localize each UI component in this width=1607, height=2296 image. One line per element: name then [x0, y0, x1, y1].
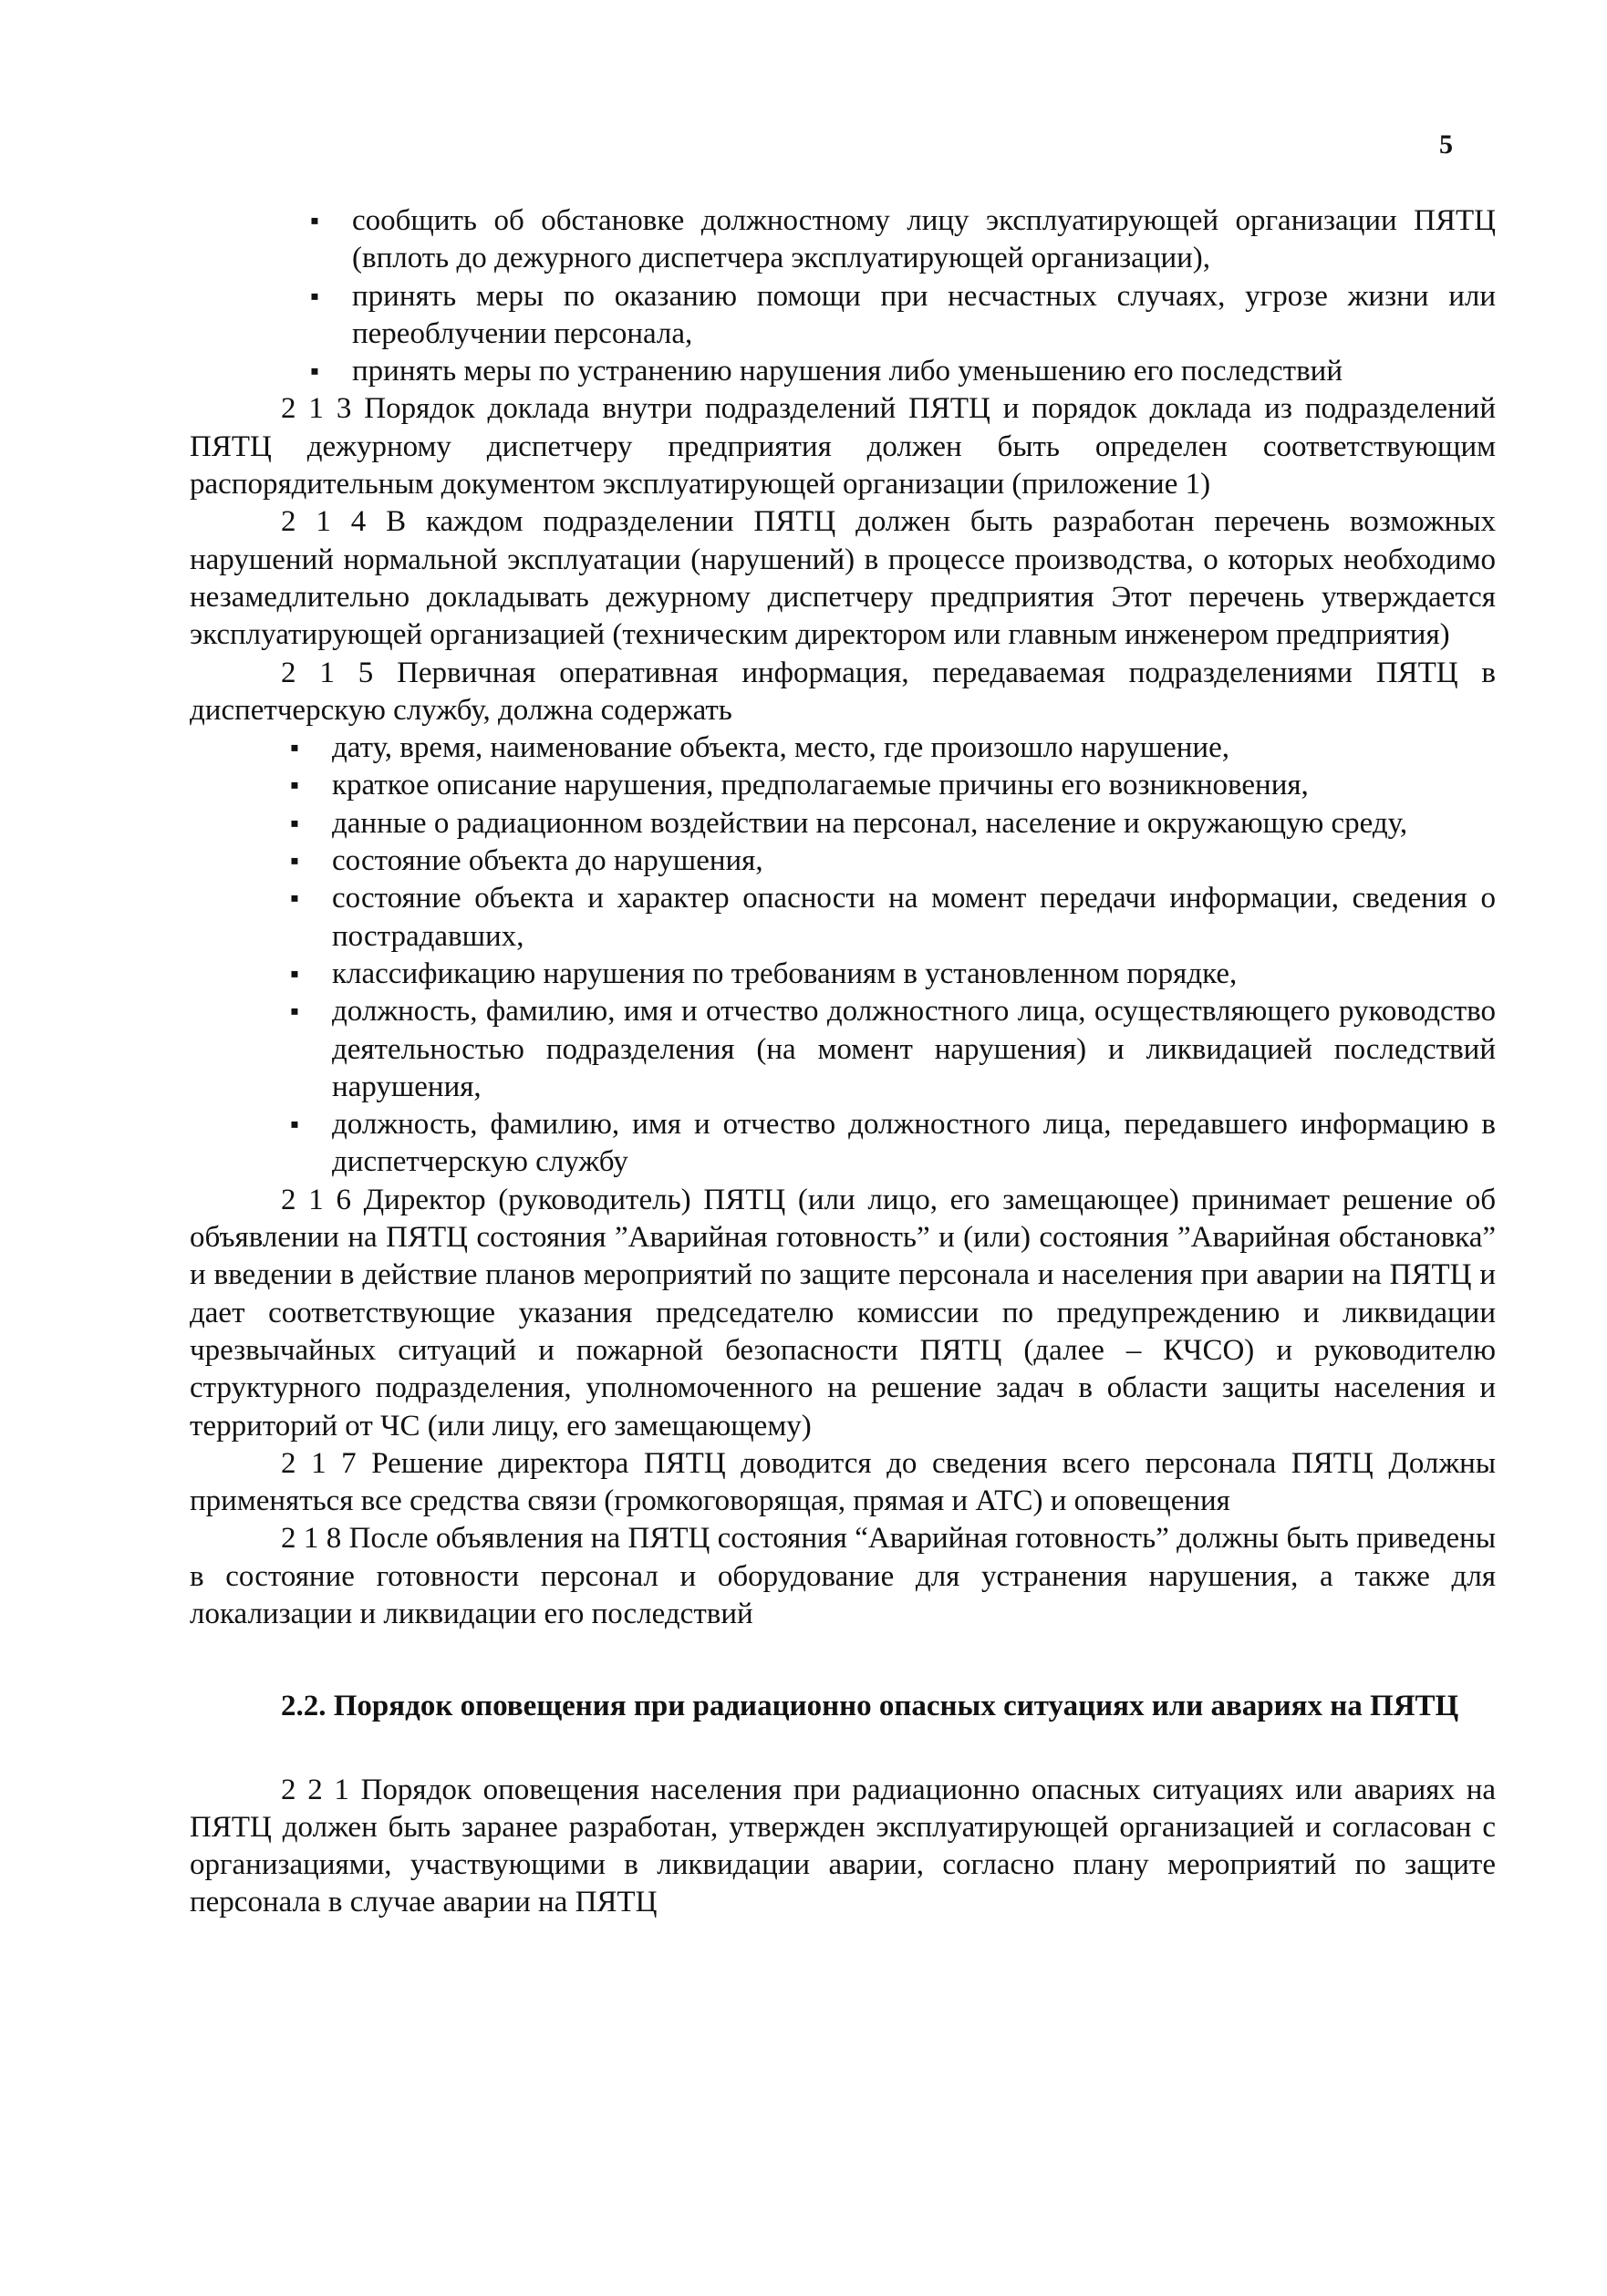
paragraph-2-1-3: 2 1 3 Порядок доклада внутри подразделений ПЯТЦ и порядок доклада из подразделений ПЯТЦ дежурному диспетчеру предприятия должен быть определен соответствующим распорядительным документом эксплуатирующей организации (приложение 1)	[190, 392, 1496, 502]
list-item: ▪ краткое описание нарушения, предполагаемые причины его возникновения,	[332, 767, 1496, 804]
page-number: 5	[1439, 129, 1453, 160]
list-item: ▪ должность, фамилию, имя и отчество должностного лица, передавшего информацию в диспетчерскую службу	[332, 1106, 1496, 1182]
list-item: ▪ должность, фамилию, имя и отчество должностного лица, осуществляющего руководство деятельностью подразделения (на момент нарушения) и ликвидацией последствий нарушения,	[332, 993, 1496, 1106]
list-item: ▪ состояние объекта и характер опасности на момент передачи информации, сведения о пострадавших,	[332, 880, 1496, 956]
list-item: ▪ данные о радиационном воздействии на персонал, население и окружающую среду,	[332, 805, 1496, 843]
paragraph-2-1-4: 2 1 4 В каждом подразделении ПЯТЦ должен быть разработан перечень возможных нарушений нормальной эксплуатации (нарушений) в процессе производства, о которых необходимо незамедлительно докладывать дежурному диспетчеру предприятия Этот перечень утверждается эксплуатирующей организацией (техническим директором или главным инженером предприятия)	[190, 505, 1496, 652]
paragraph-2-2-1: 2 2 1 Порядок оповещения населения при радиационно опасных ситуациях или авариях на ПЯТЦ должен быть заранее разработан, утвержден эксплуатирующей организацией и согласован с организациями, участвующими в ликвидации аварии, согласно плану мероприятий по защите персонала в случае аварии на ПЯТЦ	[190, 1773, 1496, 1919]
list-item: ▪ принять меры по устранению нарушения либо уменьшению его последствий	[352, 353, 1496, 390]
paragraph-2-1-7: 2 1 7 Решение директора ПЯТЦ доводится до сведения всего персонала ПЯТЦ Должны применяться все средства связи (громкоговорящая, прямая и АТС) и оповещения	[190, 1446, 1496, 1518]
action-list	[190, 202, 1496, 390]
paragraph-2-1-5: 2 1 5 Первичная оперативная информация, передаваемая подразделениями ПЯТЦ в диспетчерскую службу, должна содержать	[190, 656, 1496, 727]
list-item: ▪ принять меры по оказанию помощи при несчастных случаях, угрозе жизни или переоблучении персонала,	[352, 278, 1496, 354]
list-item: ▪ классификацию нарушения по требованиям в установленном порядке,	[332, 956, 1496, 993]
paragraph-2-1-6: 2 1 6 Директор (руководитель) ПЯТЦ (или лицо, его замещающее) принимает решение об объявлении на ПЯТЦ состояния ”Аварийная готовность” и (или) состояния ”Аварийная обстановка” и введении в действие планов мероприятий по защите персонала и населения при аварии на ПЯТЦ и дает соответствующие указания председателю комиссии по предупреждению и ликвидации чрезвычайных ситуаций и пожарной безопасности ПЯТЦ (далее – КЧСО) и руководителю структурного подразделения, уполномоченного на решение задач в области защиты населения и территорий от ЧС (или лицу, его замещающему)	[190, 1183, 1496, 1443]
list-item: ▪ состояние объекта до нарушения,	[332, 843, 1496, 880]
list-item: ▪ сообщить об обстановке должностному лицу эксплуатирующей организации ПЯТЦ (вплоть до дежурного диспетчера эксплуатирующей организации),	[352, 202, 1496, 278]
info-content-list	[190, 729, 1496, 1182]
document-body	[190, 202, 1496, 1922]
section-heading: 2.2. Порядок оповещения при радиационно опасных ситуациях или авариях на ПЯТЦ	[281, 1690, 1459, 1723]
list-item: ▪ дату, время, наименование объекта, место, где произошло нарушение,	[332, 729, 1496, 767]
paragraph-2-1-8: 2 1 8 После объявления на ПЯТЦ состояния “Аварийная готовность” должны быть приведены в состояние готовности персонал и оборудование для устранения нарушения, а также для локализации и ликвидации его последствий	[190, 1522, 1496, 1630]
